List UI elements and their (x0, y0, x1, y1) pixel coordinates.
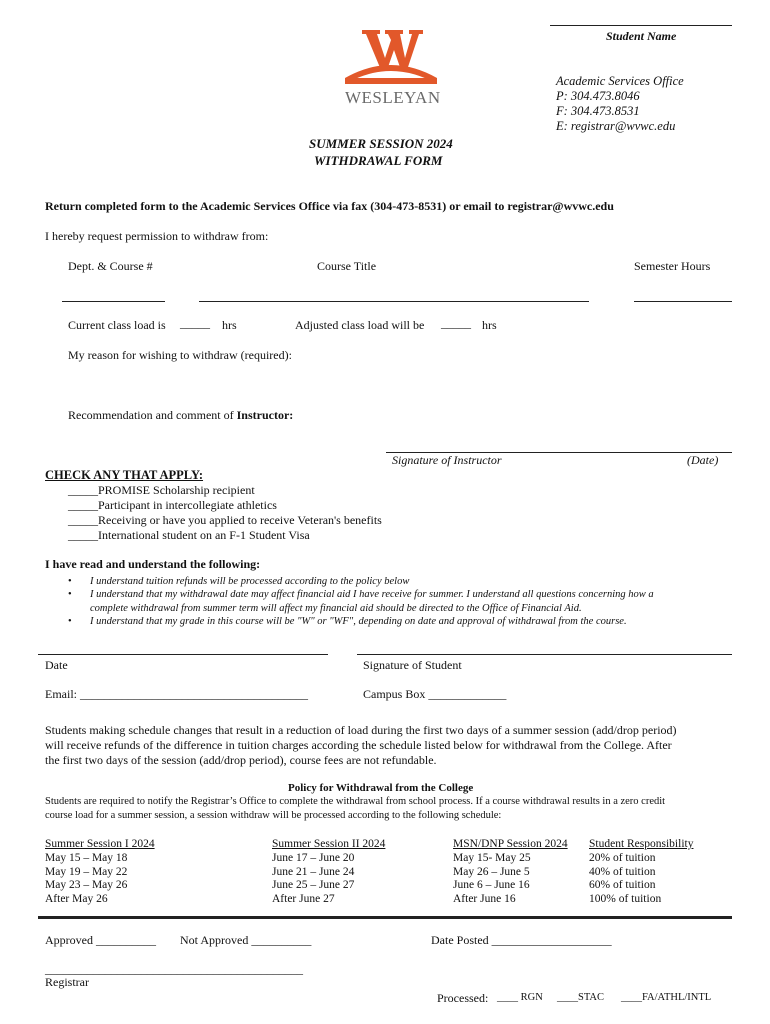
check-item-promise[interactable]: _____PROMISE Scholarship recipient (68, 483, 255, 497)
check-item-f1-visa[interactable]: _____International student on an F-1 Student Visa (68, 528, 310, 542)
schedule-cell: June 17 – June 20 (272, 851, 355, 864)
bullet-text: complete withdrawal from summer term will affect my financial aid should be directed to the Office of Financial Aid. (90, 602, 582, 614)
bullet-text: I understand that my grade in this course will be "W" or "WF", depending on date and approval of withdrawal from the course. (90, 616, 627, 628)
schedule-header: Summer Session I 2024 (45, 838, 155, 850)
processed-stac[interactable]: ____STAC (557, 992, 604, 1003)
understand-heading: I have read and understand the following: (45, 557, 261, 571)
schedule-cell: May 26 – June 5 (453, 865, 530, 878)
check-item-veteran[interactable]: _____Receiving or have you applied to receive Veteran's benefits (68, 513, 382, 527)
instructor-date-label: (Date) (687, 453, 719, 467)
processed-label: Processed: (437, 991, 489, 1005)
bullet-icon: • (68, 616, 72, 628)
bullet-row (68, 588, 654, 601)
understand-bullets (68, 575, 654, 629)
date-posted-field[interactable]: Date Posted ____________________ (431, 933, 612, 947)
schedule-cell: 20% of tuition (589, 851, 656, 864)
schedule-header: MSN/DNP Session 2024 (453, 838, 568, 850)
schedule-cell: May 19 – May 22 (45, 865, 128, 878)
processed-fa-athl-intl[interactable]: ____FA/ATHL/INTL (621, 992, 712, 1003)
recommendation-prefix: Recommendation and comment of (68, 408, 237, 422)
recommendation-instructor: Instructor: (236, 408, 294, 422)
schedule-cell: June 6 – June 16 (453, 879, 530, 892)
dept-course-field[interactable] (62, 301, 165, 302)
request-text: I hereby request permission to withdraw from: (45, 229, 269, 243)
policy-line1: Students are required to notify the Registrar’s Office to complete the withdrawal from school process. If a course withdrawal results in a zero credit (45, 796, 666, 807)
adjusted-load-field[interactable]: _____ (441, 316, 471, 330)
dept-course-label: Dept. & Course # (68, 259, 153, 273)
current-load-label: Current class load is (68, 318, 166, 332)
approved-field[interactable]: Approved __________ (45, 933, 156, 947)
email-field[interactable]: Email: ______________________________________ (45, 687, 308, 701)
office-email: E: registrar@wvwc.edu (556, 119, 676, 133)
schedule-cell: 40% of tuition (589, 865, 656, 878)
bullet-row-continuation (68, 602, 654, 615)
student-name-label: Student Name (606, 29, 677, 43)
bullet-icon: • (68, 589, 72, 601)
schedule-cell: After June 16 (453, 893, 516, 906)
schedule-cell: 100% of tuition (589, 893, 662, 906)
schedule-cell: June 25 – June 27 (272, 879, 355, 892)
office-phone: P: 304.473.8046 (556, 89, 640, 103)
return-instructions: Return completed form to the Academic Services Office via fax (304-473-8531) or email to registrar@wvwc.edu (45, 199, 614, 213)
bullet-row (68, 575, 654, 588)
schedule-cell: After May 26 (45, 893, 108, 906)
current-load-hrs: hrs (222, 318, 237, 332)
campus-box-field[interactable]: Campus Box _____________ (363, 687, 507, 701)
refund-paragraph-line2: will receive refunds of the difference in tuition charges according the schedule listed below for withdrawal from the College. After (45, 738, 672, 752)
course-title-label: Course Title (317, 259, 377, 273)
form-title-line2: WITHDRAWAL FORM (314, 153, 443, 168)
current-load-field[interactable]: _____ (180, 316, 210, 330)
form-title-line1: SUMMER SESSION 2024 (309, 136, 453, 151)
course-title-field[interactable] (199, 301, 589, 302)
schedule-cell: June 21 – June 24 (272, 865, 355, 878)
student-signature-label: Signature of Student (363, 658, 462, 672)
recommendation-label (68, 408, 293, 423)
bullet-text: I understand tuition refunds will be processed according to the policy below (90, 576, 410, 587)
policy-heading: Policy for Withdrawal from the College (288, 782, 474, 794)
student-signature-line[interactable] (357, 654, 732, 655)
refund-paragraph-line3: the first two days of the session (add/drop period), course fees are not refundable. (45, 753, 437, 767)
semester-hours-field[interactable] (634, 301, 732, 302)
office-name: Academic Services Office (556, 74, 684, 88)
schedule-cell: 60% of tuition (589, 879, 656, 892)
refund-paragraph-line1: Students making schedule changes that result in a reduction of load during the first two days of a summer session (add/drop period) (45, 723, 677, 737)
reason-label: My reason for wishing to withdraw (required): (68, 348, 292, 362)
not-approved-field[interactable]: Not Approved __________ (180, 933, 312, 947)
schedule-col-session2 (272, 838, 385, 907)
check-item-athletics[interactable]: _____Participant in intercollegiate athletics (68, 498, 277, 512)
registrar-label: Registrar (45, 975, 89, 989)
processed-rgn[interactable]: ____ RGN (497, 992, 543, 1003)
adjusted-load-hrs: hrs (482, 318, 497, 332)
schedule-cell: After June 27 (272, 893, 335, 906)
wesleyan-logo-mark (345, 26, 437, 84)
office-use-divider (38, 916, 732, 919)
date-line[interactable] (38, 654, 328, 655)
bullet-icon: • (68, 576, 72, 587)
registrar-signature-line[interactable]: ___________________________________________ (45, 962, 303, 976)
policy-line2: course load for a summer session, a session withdraw will be processed according to the following schedule: (45, 810, 502, 821)
schedule-cell: May 23 – May 26 (45, 879, 128, 892)
date-label: Date (45, 658, 68, 672)
office-fax: F: 304.473.8531 (556, 104, 640, 118)
check-heading: CHECK ANY THAT APPLY: (45, 468, 204, 482)
schedule-col-responsibility (589, 838, 693, 907)
schedule-cell: May 15 – May 18 (45, 851, 128, 864)
schedule-col-session1 (45, 838, 155, 907)
schedule-col-msn-dnp (453, 838, 568, 907)
schedule-cell: May 15- May 25 (453, 851, 531, 864)
instructor-signature-label: Signature of Instructor (392, 453, 502, 467)
bullet-text: I understand that my withdrawal date may affect financial aid I have receive for summer. I understand all questions concerning how a (90, 589, 654, 601)
student-name-line[interactable] (550, 25, 732, 26)
wesleyan-logo-text: WESLEYAN (345, 88, 441, 107)
semester-hours-label: Semester Hours (634, 259, 711, 273)
schedule-header: Student Responsibility (589, 838, 694, 850)
bullet-row (68, 615, 654, 628)
adjusted-load-label: Adjusted class load will be (295, 318, 425, 332)
schedule-header: Summer Session II 2024 (272, 838, 386, 850)
